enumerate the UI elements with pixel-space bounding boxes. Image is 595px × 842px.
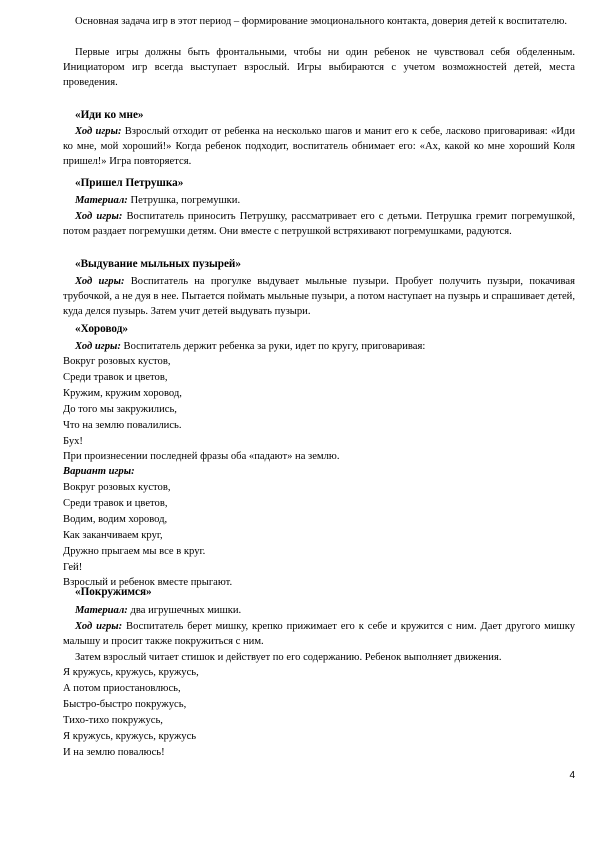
game-title-idi-ko-mne: «Иди ко мне» [75, 109, 144, 121]
verse-line: Я кружусь, кружусь, кружусь, [63, 667, 199, 678]
verse-line: Среди травок и цветов, [63, 372, 168, 383]
label-hod-igry: Ход игры: [75, 211, 123, 222]
label-hod-igry: Ход игры: [75, 276, 125, 287]
game-material [63, 193, 575, 208]
label-variant: Вариант игры: [63, 466, 135, 477]
verse-line: А потом приостановлюсь, [63, 683, 181, 694]
game-note: Затем взрослый читает стишок и действует по его содержанию. Ребенок выполняет движения. [75, 652, 502, 663]
verse-line: Гей! [63, 562, 83, 573]
verse-line: Как заканчиваем круг, [63, 530, 163, 541]
game-title-prishel-petrushka: «Пришел Петрушка» [75, 177, 184, 189]
verse-line: Среди травок и цветов, [63, 498, 168, 509]
label-hod-igry: Ход игры: [75, 341, 121, 352]
page-number: 4 [569, 770, 575, 781]
label-material: Материал: [75, 605, 128, 616]
game-title-pokruzhimsya: «Покружимся» [75, 586, 152, 598]
verse-line: Бух! [63, 436, 83, 447]
game-description [63, 124, 575, 170]
intro-paragraph-1: Основная задача игр в этот период – формирование эмоционального контакта, доверия детей к воспитателю. [75, 16, 568, 27]
verse-line: Быстро-быстро покружусь, [63, 699, 187, 710]
verse-line: Что на землю повалились. [63, 420, 182, 431]
verse-line: И на землю повалюсь! [63, 747, 165, 758]
game-description [63, 339, 575, 354]
game-note: При произнесении последней фразы оба «падают» на землю. [63, 451, 340, 462]
intro-paragraph-2: Первые игры должны быть фронтальными, чтобы ни один ребенок не чувствовал себя обделенным. Инициатором игр всегда выступает взрослый. Игры выбираются с учетом возможностей детей, места проведения. [63, 47, 575, 89]
label-material: Материал: [75, 195, 128, 206]
game-description [63, 274, 575, 320]
verse-line: Кружим, кружим хоровод, [63, 388, 182, 399]
material-text: Петрушка, погремушки. [127, 195, 241, 206]
verse-line: Водим, водим хоровод, [63, 514, 168, 525]
game-description [63, 209, 575, 239]
verse-line: До того мы закружились, [63, 404, 177, 415]
verse-line: Тихо-тихо покружусь, [63, 715, 163, 726]
verse-line: Дружно прыгаем мы все в круг. [63, 546, 206, 557]
game-text: Воспитатель держит ребенка за руки, идет по кругу, приговаривая: [120, 341, 426, 352]
game-title-myilnye-puzyri: «Выдувание мыльных пузырей» [75, 258, 241, 270]
label-hod-igry: Ход игры: [75, 621, 123, 632]
verse-line: Вокруг розовых кустов, [63, 482, 171, 493]
game-text: Воспитатель берет мишку, крепко прижимает его к себе и кружится с ним. Дает другого мишку малышу и просит также покружиться с ним. [63, 621, 575, 648]
game-note: Взрослый и ребенок вместе прыгают. [63, 577, 233, 588]
verse-line: Вокруг розовых кустов, [63, 356, 171, 367]
game-text: Воспитатель приносить Петрушку, рассматривает его с детьми. Петрушка гремит погремушкой, потом раздает погремушки детям. Они вместе с петрушкой встряхивают погремушками, радуются. [63, 211, 575, 238]
game-text: Воспитатель на прогулке выдувает мыльные пузыри. Пробует получить пузыри, покачивая трубочкой, а не дуя в нее. Пытается поймать мыльные пузыри, а потом наступает на пузырь и спрашивает детей, куда делся пузырь. Затем учит детей выдувать пузыри. [63, 276, 575, 318]
game-description [63, 619, 575, 649]
game-material [63, 603, 575, 618]
game-title-khorovod: «Хоровод» [75, 323, 128, 335]
material-text: два игрушечных мишки. [127, 605, 242, 616]
label-hod-igry: Ход игры: [75, 126, 122, 137]
verse-line: Я кружусь, кружусь, кружусь [63, 731, 197, 742]
game-text: Взрослый отходит от ребенка на несколько шагов и манит его к себе, ласково приговаривая: «Иди ко мне, мой хороший!» Когда ребенок подходит, воспитатель обнимает его: «Ах, какой ко мне хороший Коля пришел!» Игра повторяется. [63, 126, 575, 168]
